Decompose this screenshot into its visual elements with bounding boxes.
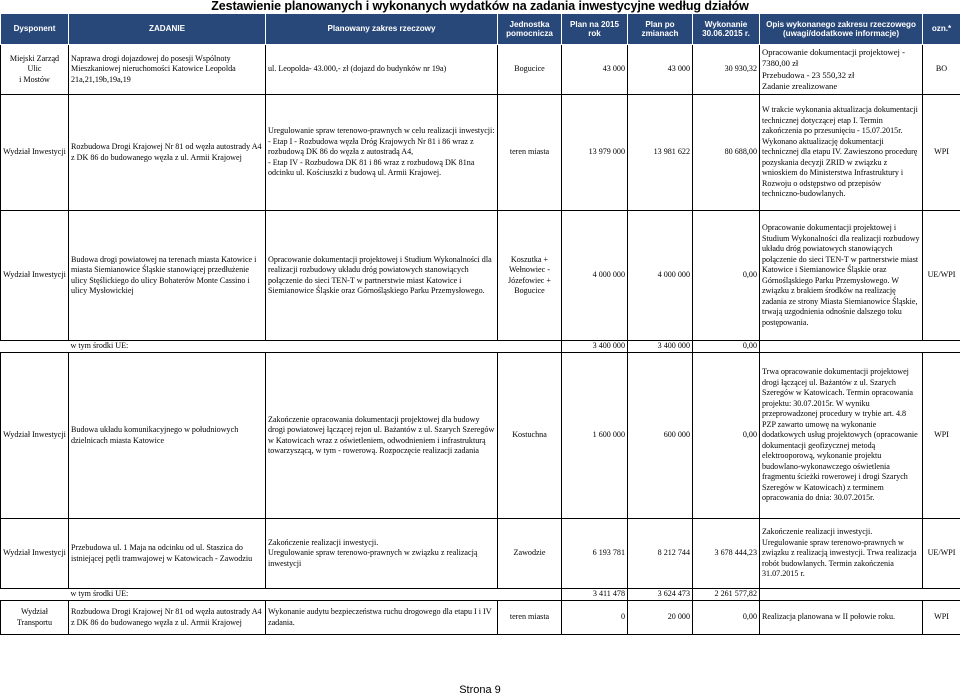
investment-table [0,13,960,635]
cell-dysponent: Wydział Transportu [1,601,69,635]
header-row [1,14,960,45]
table-row [1,601,960,635]
cell-wykonanie: 80 688,00 [693,95,760,211]
cell-opis: Realizacja planowana w II połowie roku. [760,601,923,635]
cell-jednostka: teren miasta [498,601,562,635]
cell-ozn: WPI [923,353,960,519]
cell-plan-po-zmianach: 600 000 [628,353,693,519]
cell-ozn: UE/WPI [923,211,960,341]
table-row [1,519,960,589]
cell-wykonanie: 3 678 444,23 [693,519,760,589]
cell-ozn: BO [923,45,960,95]
document-title: Zestawienie planowanych i wykonanych wydatków na zadania inwestycyjne według działów [211,0,749,13]
header-zadanie: ZADANIE [69,14,266,45]
cell-plan-2015: 13 979 000 [562,95,628,211]
cell-zadanie: Przebudowa ul. 1 Maja na odcinku od ul. Staszica do istniejącej pętli tramwajowej w Katowicach - Zawodziu [69,519,266,589]
cell-plan-po-zmianach: 8 212 744 [628,519,693,589]
header-plan-2015: Plan na 2015 rok [562,14,628,45]
summary-wykonanie: 0,00 [693,341,760,353]
cell-zadanie: Rozbudowa Drogi Krajowej Nr 81 od węzła autostrady A4 z DK 86 do budowanego węzła z ul. Armii Krajowej [69,601,266,635]
cell-zakres: Zakończenie opracowania dokumentacji projektowej dla budowy drogi powiatowej łączącej rejon ul. Bażantów z ul. Szarych Szeregów w Katowicach wraz z oświetleniem, odwodnieniem i infrastrukturą towarzyszącą, w tym - rowerową. Rozpoczęcie realizacji zadania [266,353,498,519]
summary-plan-2015: 3 411 478 [562,589,628,601]
summary-row [1,341,960,353]
summary-plan-po-zmianach: 3 624 473 [628,589,693,601]
cell-dysponent: Wydział Inwestycji [1,519,69,589]
cell-zakres: Zakończenie realizacji inwestycji. Uregulowanie spraw terenowo-prawnych w związku z realizacją inwestycji [266,519,498,589]
summary-label: w tym środki UE: [70,589,129,599]
cell-jednostka: Kostuchna [498,353,562,519]
cell-ozn: UE/WPI [923,519,960,589]
header-zakres: Planowany zakres rzeczowy [266,14,498,45]
cell-plan-2015: 1 600 000 [562,353,628,519]
table-row [1,95,960,211]
summary-row [1,589,960,601]
cell-dysponent: Wydział Inwestycji [1,95,69,211]
cell-wykonanie: 0,00 [693,211,760,341]
cell-plan-po-zmianach: 20 000 [628,601,693,635]
cell-plan-2015: 43 000 [562,45,628,95]
cell-zakres: Uregulowanie spraw terenowo-prawnych w celu realizacji inwestycji: - Etap I - Rozbudowa węzła Dróg Krajowych Nr 81 i 86 wraz z rozbudową DK 86 do węzła z autostradą A4, - Etap IV - Rozbudowa DK 81 i 86 wraz z rozbudową DK 81na odcinku ul. Kościuszki z budową ul. Armii Krajowej. [266,95,498,211]
cell-jednostka: Zawodzie [498,519,562,589]
cell-ozn: WPI [923,95,960,211]
table-row [1,211,960,341]
header-dysponent: Dysponent [1,14,69,45]
cell-wykonanie: 0,00 [693,353,760,519]
cell-plan-2015: 0 [562,601,628,635]
cell-zadanie: Budowa układu komunikacyjnego w południowych dzielnicach miasta Katowice [69,353,266,519]
cell-wykonanie: 0,00 [693,601,760,635]
cell-jednostka: teren miasta [498,95,562,211]
summary-plan-2015: 3 400 000 [562,341,628,353]
cell-opis: Zakończenie realizacji inwestycji. Uregulowanie spraw terenowo-prawnych w związku z realizacją inwestycji. Trwa realizacja robót budowlanych. Termin zakończenia 31.07.2015 r. [760,519,923,589]
cell-opis: W trakcie wykonania aktualizacja dokumentacji technicznej dotyczącej etap I. Termin zakończenia po przesunięciu - 15.07.2015r. Wykonano aktualizację dokumentacji technicznej dla etapu IV. Zawieszono procedurę pozyskania decyzji ZRID w związku z wnioskiem do Ministerstwa Infrastruktury i Rozwoju o odstępstwo od przepisów techniczno-budowlanych. [760,95,923,211]
cell-wykonanie: 30 930,32 [693,45,760,95]
cell-plan-po-zmianach: 4 000 000 [628,211,693,341]
summary-wykonanie: 2 261 577,82 [693,589,760,601]
cell-dysponent: Wydział Inwestycji [1,211,69,341]
cell-plan-po-zmianach: 43 000 [628,45,693,95]
page-number: Strona 9 [459,684,501,696]
cell-plan-po-zmianach: 13 981 622 [628,95,693,211]
cell-zakres: Opracowanie dokumentacji projektowej i Studium Wykonalności dla realizacji rozbudowy układu dróg powiatowych stanowiących połączenie do sieci TEN-T w partnerstwie miast Katowice i Siemianowice Śląskie oraz Górnośląskiego Parku Przemysłowego. [266,211,498,341]
cell-opis: Trwa opracowanie dokumentacji projektowej drogi łączącej ul. Bażantów z ul. Szarych Szeregów w Katowicach. Termin opracowania projektu: 30.07.2015r. W wyniku przeprowadzonej procedury w trybie art. 4.8 PZP zawarto umowę na wykonanie dodatkowych usług projektowych (opracowanie dokumentacji geofizycznej metodą elektrooporową, wykonanie projektu budowlano-wykonawczego oświetlenia fragmentu ścieżki rowerowej i drogi Szarych Szeregów w Katowicach) z terminem opracowania do dnia: 30.07.2015r. [760,353,923,519]
cell-jednostka: Bogucice [498,45,562,95]
cell-zadanie: Naprawa drogi dojazdowej do posesji Wspólnoty Mieszkaniowej nieruchomości Katowice Leopolda 21a,21,19b,19a,19 [69,45,266,95]
cell-zadanie: Rozbudowa Drogi Krajowej Nr 81 od węzła autostrady A4 z DK 86 do budowanego węzła z ul. Armii Krajowej [69,95,266,211]
table-row [1,45,960,95]
cell-plan-2015: 4 000 000 [562,211,628,341]
header-opis: Opis wykonanego zakresu rzeczowego (uwagi/dodatkowe informacje) [760,14,923,45]
cell-dysponent: Wydział Inwestycji [1,353,69,519]
summary-label: w tym środki UE: [70,341,129,351]
cell-plan-2015: 6 193 781 [562,519,628,589]
cell-zakres: Wykonanie audytu bezpieczeństwa ruchu drogowego dla etapu I i IV zadania. [266,601,498,635]
cell-opis: Opracowanie dokumentacji projektowej i Studium Wykonalności dla realizacji rozbudowy układu dróg powiatowych stanowiących połączenie do sieci TEN-T w partnerstwie miast Katowice i Siemianowice Śląskie oraz Górnośląskiego Parku Przemysłowego. W związku z brakiem środków na realizację zadania ze strony Miasta Siemianowice Śląskie, trwają uzgodnienia odnośnie dalszego toku postępowania. [760,211,923,341]
header-jednostka: Jednostka pomocnicza [498,14,562,45]
cell-jednostka: Koszutka + Wełnowiec - Józefowiec + Bogucice [498,211,562,341]
cell-dysponent: Miejski Zarząd Ulic i Mostów [1,45,69,95]
summary-plan-po-zmianach: 3 400 000 [628,341,693,353]
header-plan-po-zmianach: Plan po zmianach [628,14,693,45]
cell-zakres: ul. Leopolda- 43.000,- zł (dojazd do budynków nr 19a) [266,45,498,95]
cell-ozn: WPI [923,601,960,635]
table-row [1,353,960,519]
header-ozn: ozn.* [923,14,960,45]
cell-zadanie: Budowa drogi powiatowej na terenach miasta Katowice i miasta Siemianowice Śląskie stanowiącej przedłużenie ulicy Stęślickiego do ulicy Bohaterów Monte Cassino i ulicy Mysłowickiej [69,211,266,341]
header-wykonanie: Wykonanie 30.06.2015 r. [693,14,760,45]
cell-opis: Opracowanie dokumentacji projektowej - 7380,00 zł Przebudowa - 23 550,32 zł Zadanie zrealizowane [760,45,923,95]
